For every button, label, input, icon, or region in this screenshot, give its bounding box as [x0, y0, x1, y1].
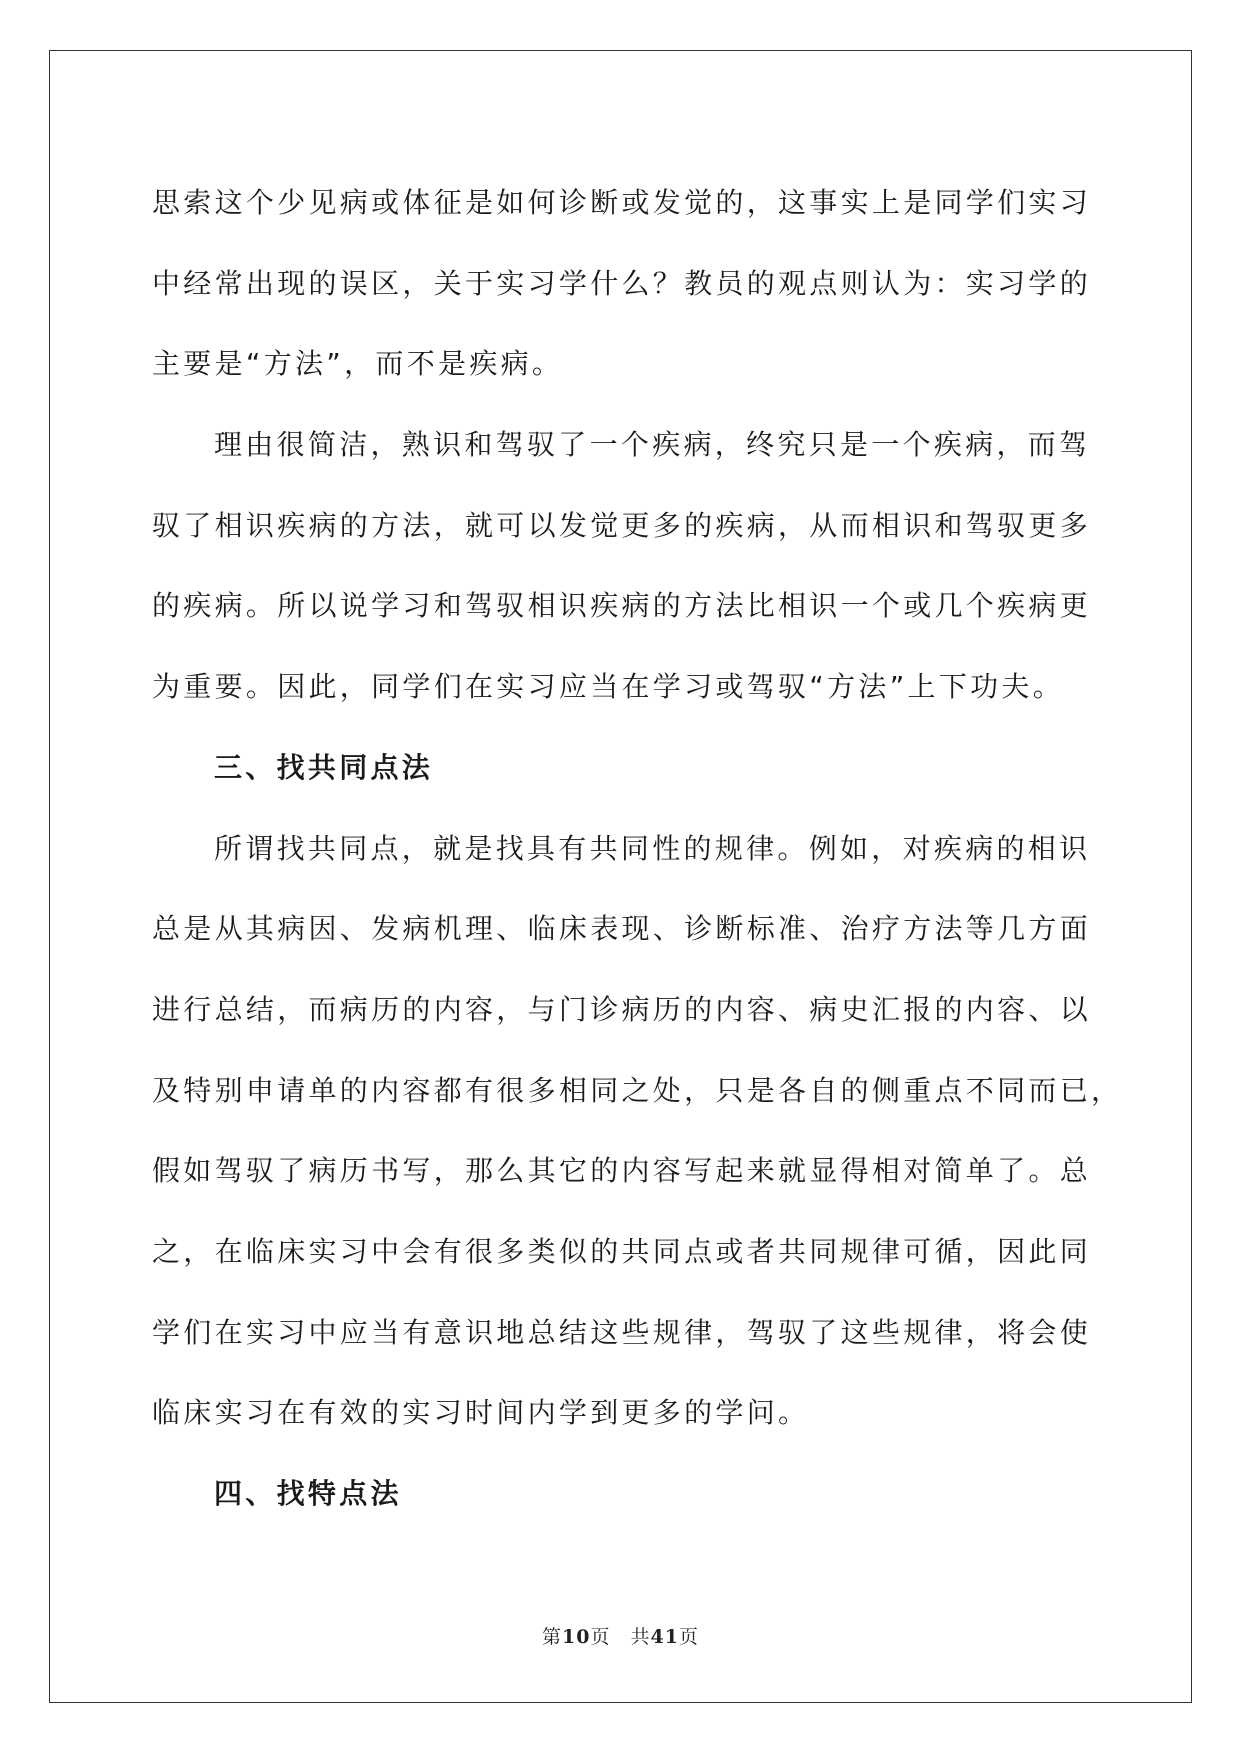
text-line: 中经常出现的误区，关于实习学什么？教员的观点则认为：实习学的: [152, 266, 1092, 300]
paragraph: [152, 405, 1092, 728]
text-line: 思索这个少见病或体征是如何诊断或发觉的，这事实上是同学们实习: [152, 186, 1092, 219]
text-line: 驭了相识疾病的方法，就可以发觉更多的疾病，从而相识和驾驭更多: [152, 508, 1092, 542]
page-suffix: 页: [590, 1626, 611, 1648]
text-line: 进行总结，而病历的内容，与门诊病历的内容、病史汇报的内容、以: [152, 992, 1092, 1026]
page-footer: [0, 1622, 1241, 1649]
paragraph: [152, 809, 1123, 1455]
total-suffix: 页: [678, 1626, 699, 1648]
total-prefix: 共: [630, 1626, 651, 1648]
text-line: 所谓找共同点，就是找具有共同性的规律。例如，对疾病的相识: [214, 831, 1091, 865]
text-line: 主要是“方法”，而不是疾病。: [152, 347, 564, 381]
text-line: 理由很简洁，熟识和驾驭了一个疾病，终究只是一个疾病，而驾: [214, 428, 1091, 462]
text-line: 为重要。因此，同学们在实习应当在学习或驾驭“方法”上下功夫。: [152, 670, 1065, 704]
section-heading: 四、找特点法: [214, 1477, 402, 1510]
text-line: 学们在实习中应当有意识地总结这些规律，驾驭了这些规律，将会使: [152, 1315, 1092, 1349]
section-heading: 三、找共同点法: [214, 750, 434, 784]
paragraph: [152, 163, 1092, 405]
text-line: 的疾病。所以说学习和驾驭相识疾病的方法比相识一个或几个疾病更: [152, 589, 1092, 623]
text-line: 之，在临床实习中会有很多类似的共同点或者共同规律可循，因此同: [152, 1234, 1092, 1268]
document-body: [152, 163, 1123, 1535]
text-line: 及特别申请单的内容都有很多相同之处，只是各自的侧重点不同而已，: [152, 1073, 1123, 1107]
text-line: 假如驾驭了病历书写，那么其它的内容写起来就显得相对简单了。总: [152, 1154, 1092, 1188]
current-page-number: 10: [562, 1626, 591, 1648]
text-line: 总是从其病因、发病机理、临床表现、诊断标准、治疗方法等几方面: [152, 912, 1092, 946]
page-prefix: 第: [542, 1626, 563, 1648]
total-page-count: 41: [650, 1626, 679, 1648]
text-line: 临床实习在有效的实习时间内学到更多的学问。: [152, 1396, 810, 1430]
